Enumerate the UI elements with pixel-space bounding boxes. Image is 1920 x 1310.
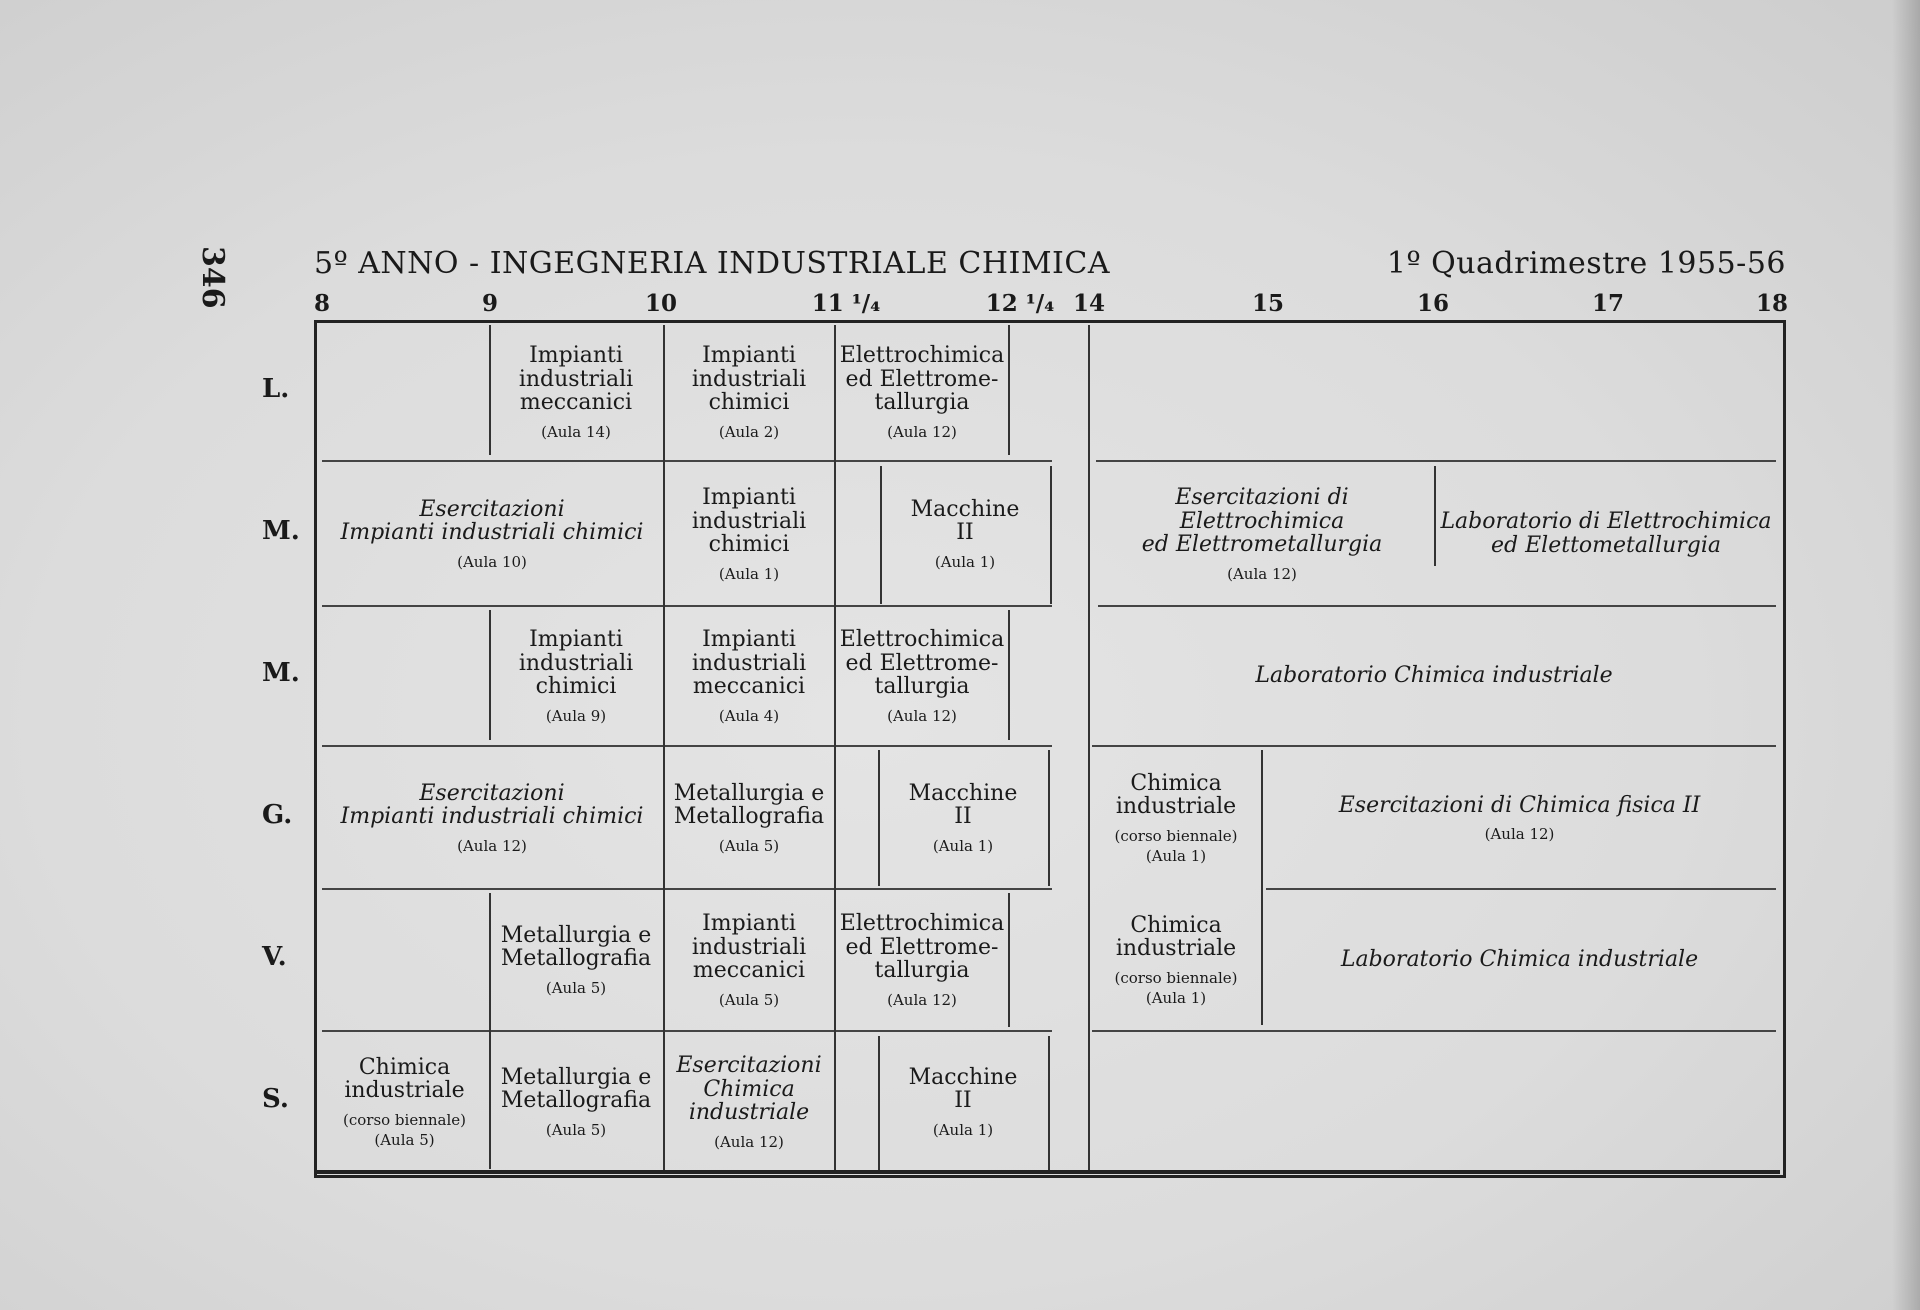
cell-text: tallurgia (874, 958, 970, 984)
column-divider (1050, 466, 1052, 604)
cell-text: (Aula 12) (887, 707, 957, 726)
cell-text: (Aula 12) (457, 837, 527, 856)
cell-text: II (956, 520, 974, 546)
row-divider (1266, 888, 1776, 890)
hour-label: 11 ¹/₄ (811, 290, 881, 317)
cell-text: Esercitazioni (419, 496, 565, 522)
day-label-friday: V. (262, 942, 287, 972)
column-divider (1048, 750, 1050, 886)
cell-text: (Aula 1) (932, 1121, 994, 1140)
cell-text: Impianti (702, 626, 796, 652)
day-label-monday: L. (262, 374, 290, 404)
cell-text: (Aula 12) (1484, 825, 1555, 844)
cell-text: Laboratorio di Elettrochimica (1440, 509, 1772, 535)
cell-text: chimici (708, 532, 790, 558)
day-label-thursday: G. (262, 800, 293, 830)
schedule-cell (1263, 893, 1776, 1027)
cell-text: (Aula 12) (714, 1133, 784, 1152)
cell-text: Impianti (529, 342, 623, 368)
cell-text: chimici (708, 390, 790, 416)
cell-text: Metallografia (500, 1088, 652, 1114)
day-label-tuesday: M. (262, 516, 300, 546)
cell-text: Impianti (529, 626, 623, 652)
cell-text: (corso biennale) (1114, 827, 1238, 846)
column-divider (1008, 893, 1010, 1027)
cell-text: industriali (691, 366, 807, 392)
schedule-cell (491, 1036, 661, 1168)
cell-text: Metallurgia e (500, 1064, 652, 1090)
schedule-cell (882, 466, 1048, 602)
cell-text: ed Elettrome- (845, 650, 999, 676)
cell-text: Macchine (908, 1064, 1018, 1090)
term-label: 1º Quadrimestre 1955-56 (1386, 246, 1786, 281)
cell-text: ed Elettrome- (845, 934, 999, 960)
cell-text: Laboratorio Chimica industriale (1255, 663, 1613, 689)
hour-label: 10 (644, 290, 678, 317)
cell-text: industriali (691, 934, 807, 960)
schedule-cell (836, 893, 1008, 1027)
cell-text: Esercitazioni (419, 780, 565, 806)
cell-text: industriale (1115, 794, 1237, 820)
cell-text: industriali (691, 508, 807, 534)
schedule-cell (491, 610, 661, 742)
cell-text: industriali (518, 366, 634, 392)
cell-text: Impianti industriali chimici (340, 520, 644, 546)
lunch-divider (1088, 325, 1090, 1170)
row-divider (322, 460, 1052, 462)
hour-label: 16 (1416, 290, 1450, 317)
cell-text: tallurgia (874, 674, 970, 700)
schedule-cell (1092, 750, 1260, 886)
cell-text: meccanici (692, 958, 806, 984)
cell-text: (Aula 14) (541, 423, 611, 442)
cell-text: (Aula 1) (718, 565, 780, 584)
cell-text: Elettrochimica (839, 626, 1005, 652)
cell-text: ed Elettrometallurgia (1141, 532, 1383, 558)
hour-label: 9 (481, 290, 499, 317)
cell-text: Esercitazioni di Chimica fisica II (1338, 792, 1701, 818)
schedule-cell (880, 750, 1046, 886)
cell-text: industriale (1115, 936, 1237, 962)
cell-text: industriali (691, 650, 807, 676)
row-divider (322, 745, 1052, 747)
page-number: 346 (195, 246, 230, 309)
schedule-cell (491, 328, 661, 456)
row-divider (322, 605, 1052, 607)
cell-text: Esercitazioni (676, 1052, 822, 1078)
schedule-cell (836, 328, 1008, 456)
cell-text: (corso biennale) (342, 1111, 467, 1130)
schedule-cell (491, 893, 661, 1027)
cell-text: Impianti (702, 484, 796, 510)
cell-text: II (954, 1088, 972, 1114)
cell-text: industriali (518, 650, 634, 676)
cell-text: (Aula 12) (1227, 565, 1297, 584)
schedule-cell (880, 1036, 1046, 1168)
row-divider (1098, 605, 1776, 607)
schedule-cell (1092, 610, 1776, 742)
cell-text: Impianti industriali chimici (340, 804, 644, 830)
cell-text: Chimica (358, 1054, 451, 1080)
row-divider (1092, 745, 1776, 747)
schedule-cell (665, 466, 833, 602)
cell-text: (Aula 1) (1145, 847, 1207, 866)
cell-text: industriale (688, 1100, 810, 1126)
cell-text: Macchine (908, 780, 1018, 806)
cell-text: meccanici (692, 674, 806, 700)
schedule-cell (665, 893, 833, 1027)
schedule-title: 5º ANNO - INGEGNERIA INDUSTRIALE CHIMICA (314, 246, 1111, 281)
cell-text: (Aula 12) (887, 423, 957, 442)
cell-text: (Aula 5) (718, 837, 780, 856)
cell-text: Esercitazioni di Elettrochimica (1175, 484, 1349, 534)
column-divider (1048, 1036, 1050, 1170)
column-divider (1008, 325, 1010, 455)
schedule-cell (322, 466, 662, 602)
cell-text: Impianti (702, 910, 796, 936)
cell-text: (Aula 5) (545, 979, 607, 998)
cell-text: (Aula 1) (1145, 989, 1207, 1008)
schedule-cell (1092, 466, 1432, 602)
row-divider (322, 888, 1052, 890)
cell-text: Metallurgia e (500, 922, 652, 948)
cell-text: (Aula 1) (934, 553, 996, 572)
cell-text: (Aula 10) (457, 553, 527, 572)
schedule-cell (322, 1036, 487, 1168)
cell-text: ed Elettrome- (845, 366, 999, 392)
schedule-cell (665, 610, 833, 742)
cell-text: (Aula 12) (887, 991, 957, 1010)
cell-text: (Aula 5) (374, 1131, 435, 1150)
row-divider (322, 1030, 1052, 1032)
schedule-cell (1263, 750, 1776, 886)
cell-text: tallurgia (874, 390, 970, 416)
row-divider (1092, 1030, 1776, 1032)
cell-text: Macchine (910, 496, 1020, 522)
hour-label: 14 (1072, 290, 1106, 317)
cell-text: (Aula 2) (718, 423, 780, 442)
cell-text: Metallografia (673, 804, 825, 830)
hour-label: 17 (1591, 290, 1625, 317)
cell-text: (Aula 9) (545, 707, 607, 726)
cell-text: II (954, 804, 972, 830)
cell-text: Chimica (1130, 770, 1222, 796)
page-edge-shadow (1892, 0, 1920, 1310)
hour-label: 18 (1755, 290, 1789, 317)
cell-text: Impianti (702, 342, 796, 368)
day-label-wednesday: M. (262, 658, 300, 688)
cell-text: Elettrochimica (839, 342, 1005, 368)
cell-text: industriale (344, 1078, 465, 1104)
timetable-bottom-rule (314, 1170, 1780, 1174)
cell-text: chimici (535, 674, 617, 700)
schedule-cell (1092, 893, 1260, 1027)
hour-label: 8 (313, 290, 331, 317)
schedule-cell (322, 750, 662, 886)
day-label-saturday: S. (262, 1084, 289, 1114)
schedule-cell (836, 610, 1008, 742)
schedule-cell (665, 750, 833, 886)
row-divider (1096, 460, 1776, 462)
cell-text: (corso biennale) (1114, 969, 1238, 988)
cell-text: ed Elettometallurgia (1491, 533, 1721, 558)
hour-label: 12 ¹/₄ (985, 290, 1055, 317)
cell-text: Metallurgia e (673, 780, 825, 806)
cell-text: Elettrochimica (839, 910, 1005, 936)
column-divider (1008, 610, 1010, 740)
cell-text: Chimica (1130, 912, 1222, 938)
schedule-cell (665, 1036, 833, 1168)
cell-text: (Aula 5) (545, 1121, 607, 1140)
hour-label: 15 (1251, 290, 1285, 317)
cell-text: Laboratorio Chimica industriale (1340, 947, 1699, 973)
cell-text: Metallografia (500, 946, 652, 972)
cell-text: (Aula 5) (718, 991, 780, 1010)
cell-text: Chimica (703, 1076, 795, 1102)
cell-text: meccanici (519, 390, 633, 416)
cell-text: (Aula 1) (932, 837, 994, 856)
cell-text: (Aula 4) (718, 707, 780, 726)
schedule-cell (665, 328, 833, 456)
schedule-cell (1436, 466, 1776, 602)
